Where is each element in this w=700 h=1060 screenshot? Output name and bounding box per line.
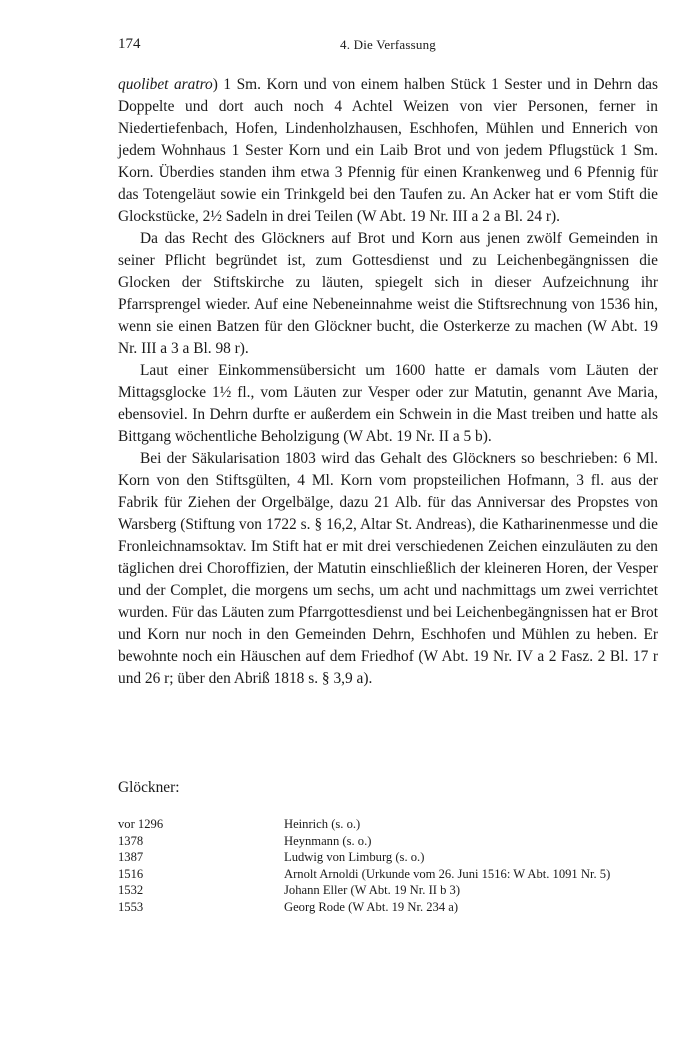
list-item: [118, 816, 658, 833]
latin-phrase: quolibet aratro: [118, 76, 213, 93]
list-item-year: vor 1296: [118, 817, 164, 831]
paragraph-4: Bei der Säkularisation 1803 wird das Gehalt des Glöckners so beschrieben: 6 Ml. Korn von den Stiftsgülten, 4 Ml. Korn vom propsteilichen Hofmann, 3 fl. aus der Fabrik für Ziehen der Orgelbälge, dazu 21 Alb. für das Anniversar des Propstes von Warsberg (Stiftung von 1722 s. § 16,2, Altar St. Andreas), die Katharinenmesse und die Fronleichnamsoktav. Im Stift hat er mit drei verschiedenen Zeichen einzuläuten zu den täglichen drei Choroffizien, der Matutin einschließlich der kleineren Horen, der Vesper und der Complet, die morgens um sechs, um acht und nachmittags um zwei verrichtet wurden. Für das Läuten zum Pfarrgottesdienst und bei Leichenbegängnissen hat er Brot und Korn nur noch in den Gemeinden Dehrn, Eschhofen und Mühlen zu heben. Er bewohnte noch ein Häuschen auf dem Friedhof (W Abt. 19 Nr. IV a 2 Fasz. 2 Bl. 17 r und 26 r; über den Abriß 1818 s. § 3,9 a).: [118, 450, 658, 687]
list-item-year: 1516: [118, 866, 144, 881]
list-item: [118, 833, 658, 850]
list-item: [118, 849, 658, 866]
list-item-text: Ludwig von Limburg (s. o.): [284, 850, 425, 864]
list-item: [118, 899, 658, 916]
list-item-text: Arnolt Arnoldi (Urkunde vom 26. Juni 1516: W Abt. 1091 Nr. 5): [284, 866, 611, 881]
list-title: Glöckner:: [118, 779, 180, 796]
list-item-text: Georg Rode (W Abt. 19 Nr. 234 a): [284, 899, 459, 914]
page-header: [118, 36, 658, 56]
list-item-year: 1378: [118, 833, 144, 848]
list-item-text: Johann Eller (W Abt. 19 Nr. II b 3): [284, 883, 461, 897]
list-item: [118, 866, 658, 883]
paragraph-1: [118, 74, 658, 228]
paragraph-1-text: ) 1 Sm. Korn und von einem halben Stück 1 Sester und in Dehrn das Doppelte und dort auch noch 4 Achtel Weizen von vier Personen, ferner in Niedertiefenbach, Hofen, Lindenholzhausen, Eschhofen, Mühlen und Ennerich von jedem Wohnhaus 1 Sester Korn und ein Laib Brot und von jedem Pflugstück 1 Sm. Korn. Überdies standen ihm etwa 3 Pfennig für einen Krankenweg und 6 Pfennig für das Totengeläut sowie ein Trinkgeld bei den Taufen zu. An Acker hat er vom Stift die Glockstücke, 2½ Sadeln in drei Teilen (W Abt. 19 Nr. III a 2 a Bl. 24 r).: [118, 76, 658, 225]
list-item-year: 1553: [118, 899, 144, 914]
list-item-year: 1387: [118, 850, 144, 864]
running-title: 4. Die Verfassung: [340, 37, 436, 52]
paragraph-3: Laut einer Einkommensübersicht um 1600 hatte er damals vom Läuten der Mittagsglocke 1½ fl., vom Läuten zur Vesper oder zur Matutin, genannt Ave Maria, ebensoviel. In Dehrn durfte er außerdem ein Schwein in die Mast treiben und hatte als Bittgang wöchentliche Beholzigung (W Abt. 19 Nr. II a 5 b).: [118, 362, 658, 445]
list-item-year: 1532: [118, 883, 144, 897]
bellringer-list: [118, 816, 658, 915]
list-item: [118, 882, 658, 899]
page-number: 174: [118, 36, 141, 52]
body-text: [118, 74, 658, 690]
list-item-text: Heinrich (s. o.): [284, 817, 361, 831]
list-item-text: Heynmann (s. o.): [284, 833, 372, 848]
paragraph-2: Da das Recht des Glöckners auf Brot und Korn aus jenen zwölf Gemeinden in seiner Pflicht begründet ist, zum Gottesdienst und zu Leichenbegängnissen die Glocken der Stiftskirche zu läuten, spiegelt sich in dieser Aufzeichnung ihr Pfarrsprengel wieder. Auf eine Nebeneinnahme weist die Stiftsrechnung von 1536 hin, wenn sie einen Batzen für den Glöckner bucht, die Osterkerze zu machen (W Abt. 19 Nr. III a 3 a Bl. 98 r).: [118, 230, 658, 357]
